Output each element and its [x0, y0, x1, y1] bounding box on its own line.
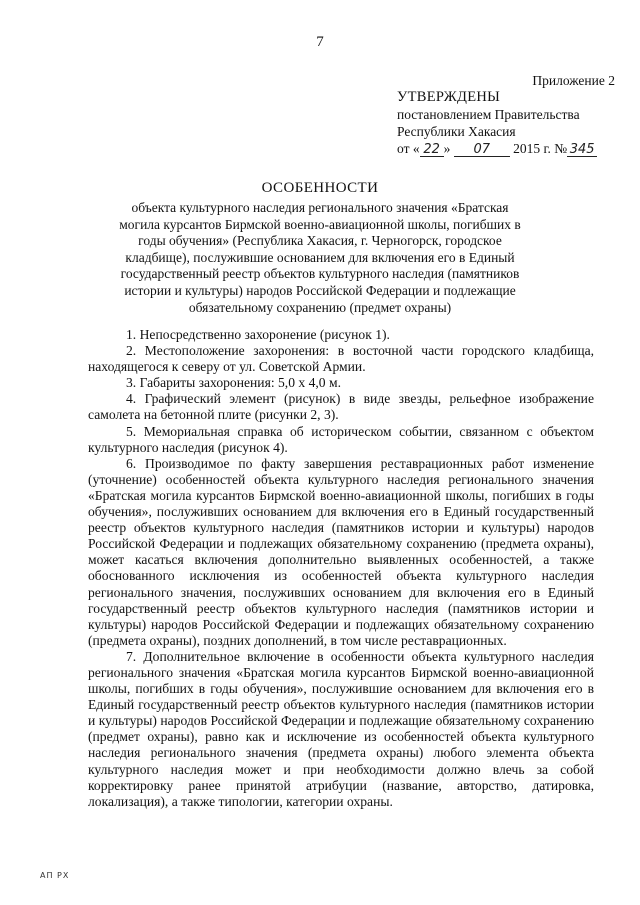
date-month-handwritten: 07 — [454, 143, 510, 157]
paragraph-6: 6. Производимое по факту завершения реставрационных работ изменение (уточнение) особенностей объекта культурного наследия регионального значения «Братская могила курсантов Бирмской военно-авиационной школы, погибших в годы обучения», послуживших основанием для включения его в Единый государственный реестр объектов культурного наследия (памятников истории и культуры) народов Российской Федерации и подлежащих обязательному сохранению (предмета охраны), может касаться включения дополнительно выявленных особенностей, а также обоснованного исключения из особенностей объекта культурного наследия регионального значения, послуживших основанием для включения его в Единый государственный реестр объектов культурного наследия (памятников истории и культуры) народов Российской Федерации и подлежащих обязательному сохранению (предмета охраны), поздних дополнений, в том числе реставрационных. — [88, 455, 594, 648]
date-year: 2015 г. № — [513, 141, 568, 156]
page-number: 7 — [316, 34, 324, 50]
paragraph-3: 3. Габариты захоронения: 5,0 х 4,0 м. — [126, 375, 341, 391]
doc-number-handwritten: 345 — [567, 143, 597, 157]
approval-block — [397, 72, 627, 157]
paragraph-4: 4. Графический элемент (рисунок) в виде звезды, рельефное изображение самолета на бетонной плите (рисунки 2, 3). — [88, 391, 594, 423]
document-title: ОСОБЕННОСТИ — [261, 180, 379, 196]
document-body — [88, 327, 594, 810]
date-separator: » — [443, 141, 451, 156]
date-prefix: от « — [397, 141, 420, 156]
approved-by-line: постановлением Правительства — [397, 107, 580, 122]
paragraph-7: 7. Дополнительное включение в особенности объекта культурного наследия регионального значения «Братская могила курсантов Бирмской военно-авиационной школы, погибших в годы обучения», послужившие основанием для включения его в Единый государственный реестр объектов культурного наследия (памятников истории и культуры) народов Российской Федерации и подлежащие обязательному сохранению (предмет охраны), равно как и исключение из особенностей объекта культурного наследия регионального значения (предмета охраны) любого элемента объекта культурного наследия может и при необходимости должно влечь за собой корректировку ранее принятой атрибуции (название, авторство, датировка, локализация), а также типологии, категории охраны. — [88, 648, 594, 809]
paragraph-1: 1. Непосредственно захоронение (рисунок 1). — [126, 327, 390, 342]
paragraph-5: 5. Мемориальная справка об историческом событии, связанном с объектом культурного наследия (рисунок 4). — [88, 423, 594, 455]
annex-label: Приложение 2 — [532, 73, 615, 88]
document-subtitle: объекта культурного наследия регионального значения «Братская могила курсантов Бирмской военно-авиационной школы, погибших в годы обучения» (Республика Хакасия, г. Черногорск, городское кладбище), послужившие основанием для включения его в Единый государственный реестр объектов культурного наследия (памятников истории и культуры) народов Российской Федерации и подлежащие обязательному сохранению (предмет охраны) — [119, 200, 521, 315]
footer-mark: АП РХ — [40, 871, 70, 880]
date-day-handwritten: 22 — [420, 143, 444, 157]
approval-date-line — [397, 140, 627, 157]
paragraph-2: 2. Местоположение захоронения: в восточной части городского кладбища, находящегося к северу от ул. Советской Армии. — [88, 343, 594, 375]
approved-by-region: Республики Хакасия — [397, 124, 516, 139]
approved-heading: УТВЕРЖДЕНЫ — [397, 89, 501, 105]
